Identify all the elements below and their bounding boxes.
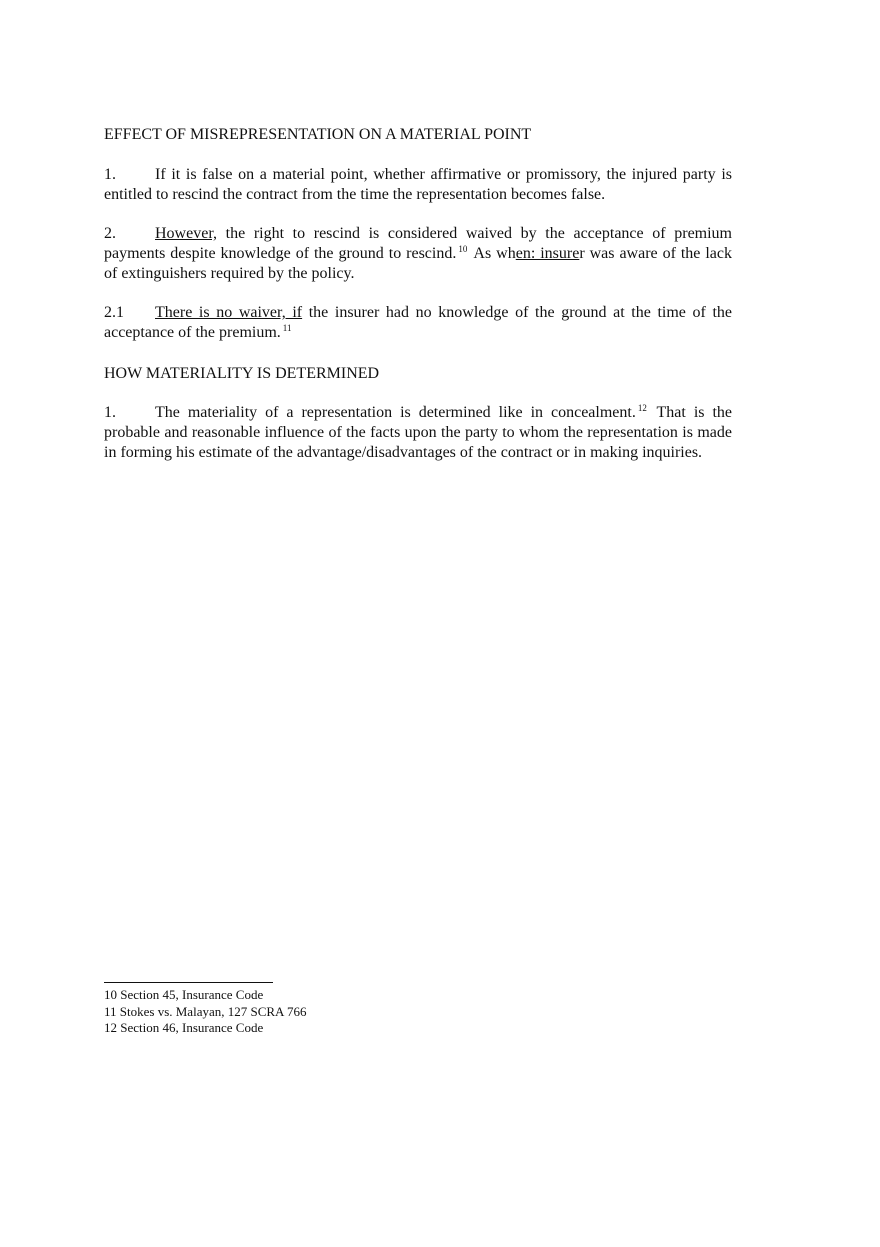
- paragraph-text: That is the probable and reasonable influence of the facts upon the party to whom the representation is made in forming his estimate of the advantage/disadvantages of the contract or in making inquiries.: [104, 404, 733, 461]
- paragraph-1-rescission: [104, 165, 732, 205]
- paragraph-number: 2.: [104, 225, 116, 242]
- footnote-separator: [104, 982, 273, 983]
- footnote-12: 12 Section 46, Insurance Code: [104, 1020, 264, 1035]
- paragraph-number: 2.1: [104, 304, 124, 321]
- section-heading-how-materiality: HOW MATERIALITY IS DETERMINED: [104, 365, 380, 382]
- paragraph-text: As wh: [469, 245, 516, 262]
- paragraph-number: 1.: [104, 404, 116, 421]
- underlined-lead-no-waiver: There is no waiver, if: [155, 304, 303, 321]
- footnote-ref-10[interactable]: 10: [458, 244, 468, 254]
- paragraph-text: The materiality of a representation is determined like in concealment.: [155, 404, 636, 421]
- footnote-11: 11 Stokes vs. Malayan, 127 SCRA 766: [104, 1003, 307, 1019]
- footnotes: [104, 987, 306, 1037]
- paragraph-2-1-no-waiver: [104, 303, 732, 343]
- paragraph-materiality: [104, 403, 732, 463]
- paragraph-text: If it is false on a material point, whether affirmative or promissory, the injured party is entitled to rescind the contract from the time the representation becomes false.: [104, 166, 732, 203]
- paragraph-2-waiver: [104, 224, 732, 284]
- footnote-ref-12[interactable]: 12: [637, 403, 647, 413]
- paragraph-text: the right to rescind is considered waived by the acceptance of premium payments despite knowledge of the ground to rescind.: [104, 225, 732, 262]
- paragraph-text: the insurer had no knowledge of the ground at the time of the acceptance of the premium.: [104, 304, 733, 341]
- paragraph-number: 1.: [104, 166, 116, 183]
- underlined-lead-however: However,: [155, 225, 217, 242]
- paragraph-text: r was aware of the lack of extinguishers required by the policy.: [104, 245, 733, 282]
- footnote-ref-11[interactable]: 11: [282, 323, 292, 333]
- footnote-10: 10 Section 45, Insurance Code: [104, 987, 264, 1002]
- section-heading-effect-of-misrepresentation: EFFECT OF MISREPRESENTATION ON A MATERIAL POINT: [104, 126, 532, 143]
- underlined-text: en: insure: [515, 245, 580, 262]
